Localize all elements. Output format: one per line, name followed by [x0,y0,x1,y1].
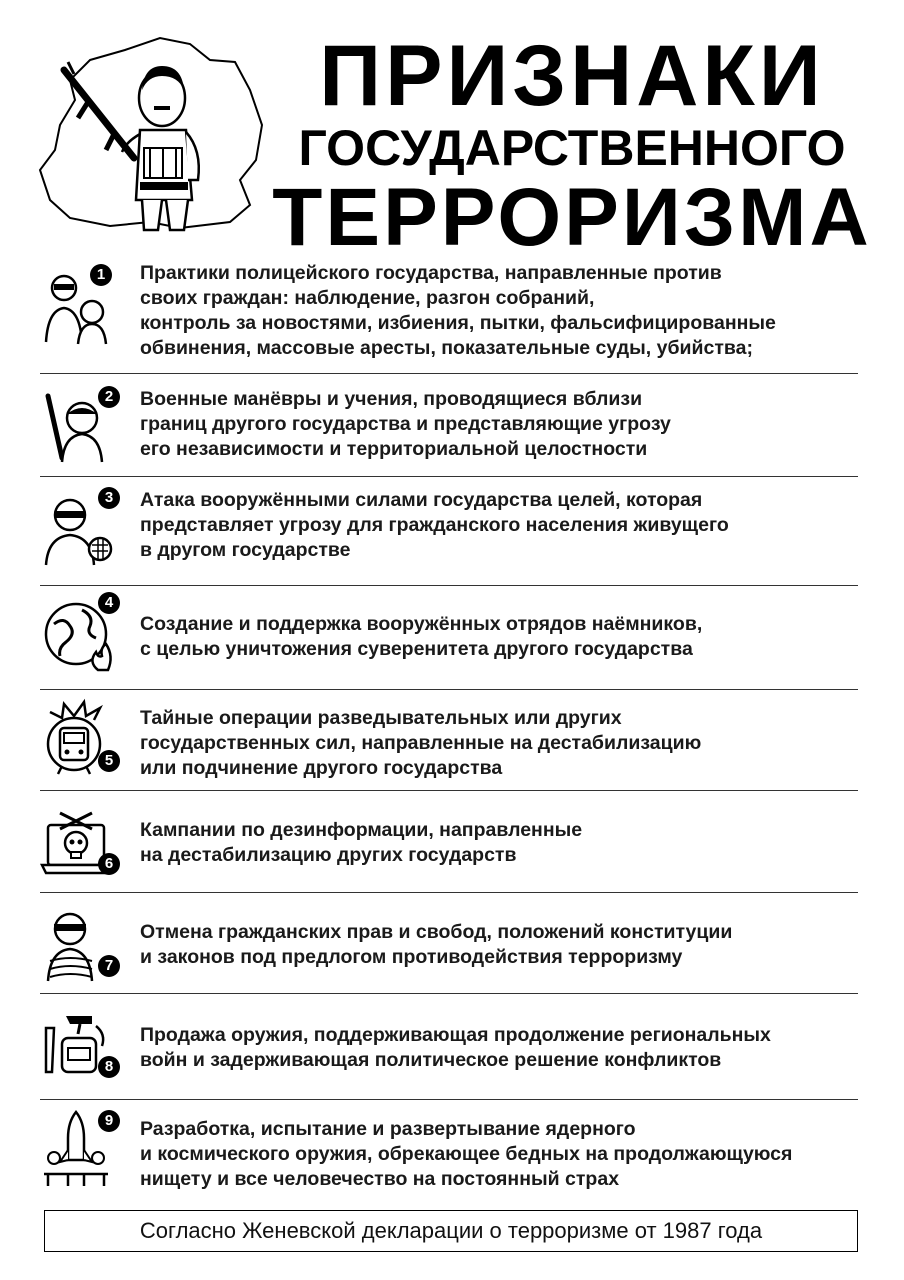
item-text-line: и космического оружия, обрекающее бедных на продолжающуюся [140,1143,793,1165]
item-text-line: в другом государстве [140,539,351,561]
item-text [140,488,729,563]
item-text-line: Отмена гражданских прав и свобод, положений конституции [140,921,733,943]
item-text-line: Создание и поддержка вооружённых отрядов наёмников, [140,613,703,635]
list-item [40,1100,858,1200]
title-line-2: ГОСУДАРСТВЕННОГО [298,120,846,176]
item-text [140,920,732,970]
item-text-line: контроль за новостями, избиения, пытки, фальсифицированные [140,312,776,334]
item-number-badge: 5 [98,750,120,772]
item-text-line: или подчинение другого государства [140,757,503,779]
item-text-line: войн и задерживающая политическое решение конфликтов [140,1049,722,1071]
item-text-line: с целью уничтожения суверенитета другого государства [140,638,693,660]
item-text [140,818,582,868]
item-text-line: своих граждан: наблюдение, разгон собраний, [140,287,595,309]
header [0,0,904,263]
item-number-badge: 1 [90,264,112,286]
item-text [140,1117,792,1192]
item-text-line: Продажа оружия, поддерживающая продолжение региональных [140,1024,771,1046]
item-text-line: обвинения, массовые аресты, показательные суды, убийства; [140,337,753,359]
item-text-line: границ другого государства и представляющие угрозу [140,413,671,435]
title-line-1: ПРИЗНАКИ [319,28,825,124]
list-item [40,586,858,690]
item-text-line: и законов под предлогом противодействия терроризму [140,946,683,968]
list-item [40,893,858,994]
item-text-line: Разработка, испытание и развертывание ядерного [140,1118,636,1140]
item-number-badge: 9 [98,1110,120,1132]
list-item [40,374,858,477]
source-footer: Согласно Женевской декларации о терроризме от 1987 года [44,1210,858,1252]
list-item [40,791,858,893]
item-text-line: Кампании по дезинформации, направленные [140,819,583,841]
item-text [140,387,671,462]
item-number-badge: 4 [98,592,120,614]
list-item [40,690,858,791]
item-number-badge: 7 [98,955,120,977]
item-number-badge: 2 [98,386,120,408]
signs-list [40,258,858,1200]
item-text [140,706,701,781]
list-item [40,258,858,374]
item-number-badge: 8 [98,1056,120,1078]
title-line-3: ТЕРРОРИЗМА [272,172,872,263]
item-text [140,612,702,662]
item-text-line: государственных сил, направленные на дестабилизацию [140,732,702,754]
item-text [140,261,776,361]
item-text-line: нищету и все человечество на постоянный страх [140,1168,620,1190]
item-number-badge: 6 [98,853,120,875]
item-text [140,1023,771,1073]
hero-illustration-icon [30,30,270,240]
item-text-line: Военные манёвры и учения, проводящиеся вблизи [140,388,643,410]
item-number-badge: 3 [98,487,120,509]
item-text-line: Практики полицейского государства, направленные против [140,262,722,284]
item-text-line: на дестабилизацию других государств [140,844,517,866]
page-title [262,30,882,262]
list-item [40,477,858,586]
list-item [40,994,858,1100]
item-text-line: Атака вооружёнными силами государства целей, которая [140,489,703,511]
item-text-line: представляет угрозу для гражданского населения живущего [140,514,729,536]
item-text-line: Тайные операции разведывательных или других [140,707,622,729]
item-text-line: его независимости и территориальной целостности [140,438,648,460]
